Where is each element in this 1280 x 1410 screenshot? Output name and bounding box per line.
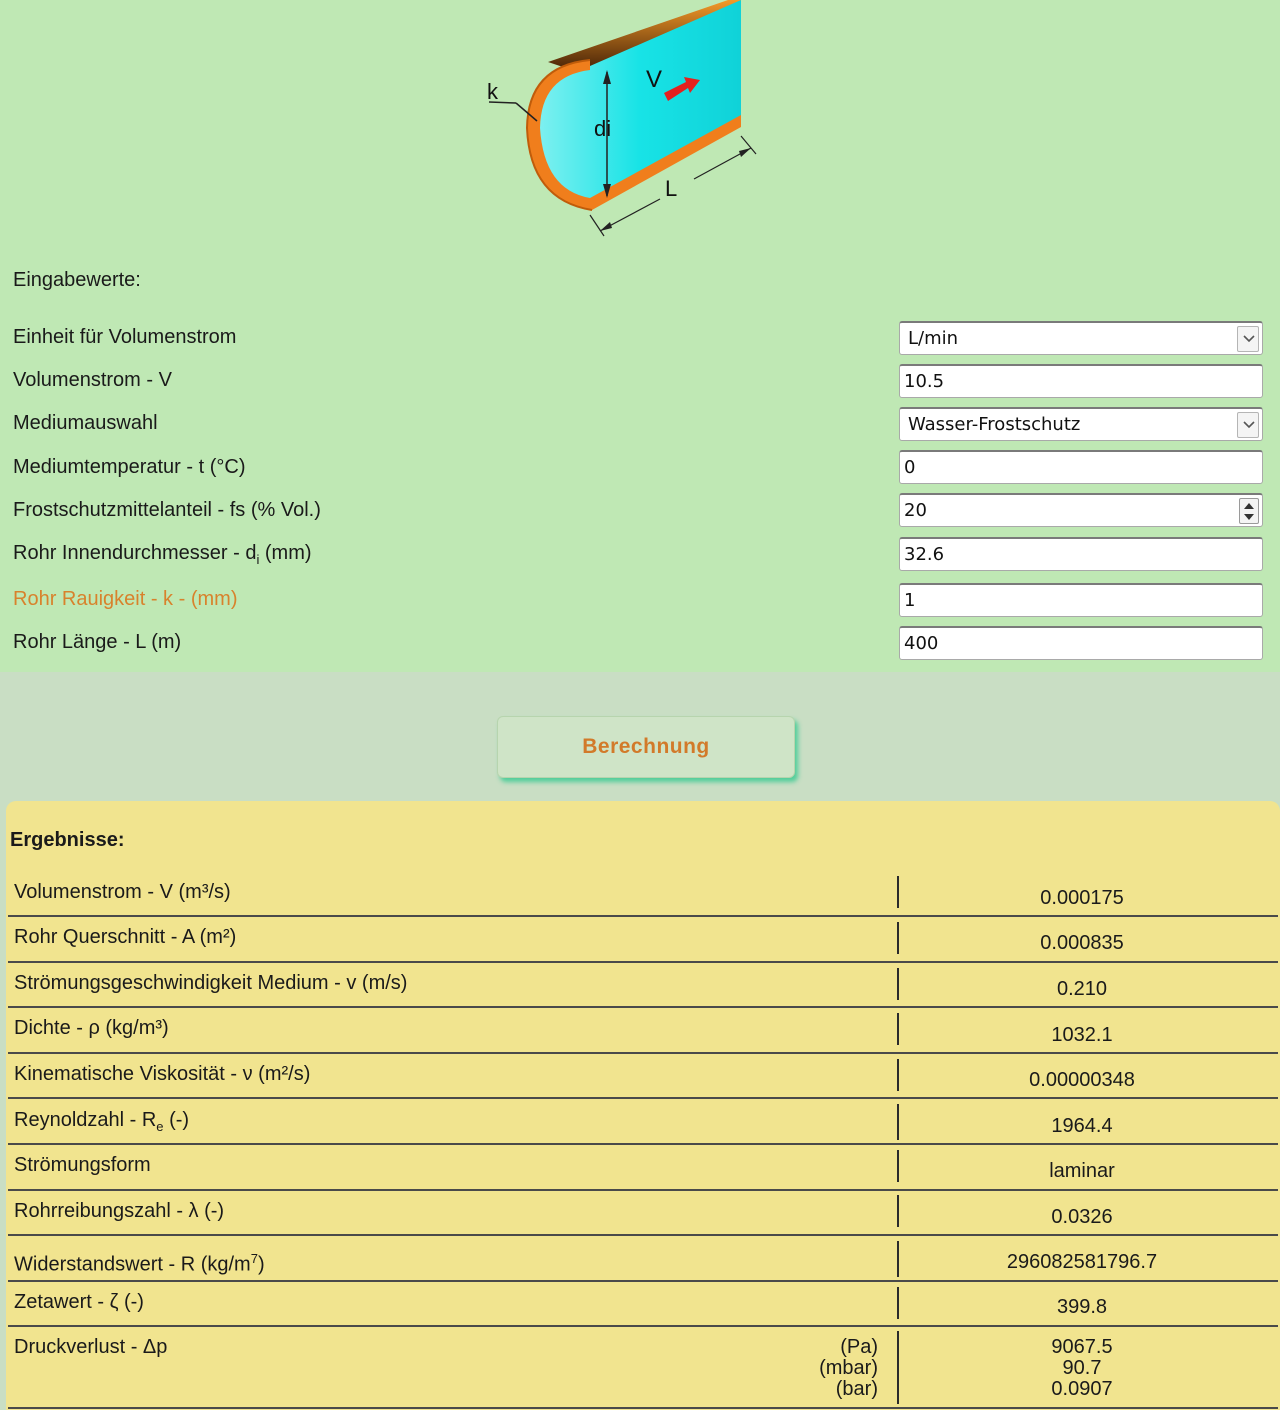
result-label-zeta: Zetawert - ζ (-)	[14, 1291, 144, 1313]
length-label: Rohr Länge - L (m)	[13, 631, 182, 653]
unit-pa: (Pa)	[840, 1336, 878, 1358]
roughness-label: Rohr Rauigkeit - k - (mm)	[13, 588, 238, 610]
antifreeze-input[interactable]	[899, 493, 1263, 527]
value-bar: 0.0907	[1051, 1378, 1113, 1400]
chevron-down-icon[interactable]	[1237, 412, 1259, 438]
spinner-arrows-icon[interactable]	[1239, 498, 1259, 524]
value-mbar: 90.7	[1062, 1357, 1102, 1379]
result-label-density: Dichte - ρ (kg/m³)	[14, 1017, 169, 1039]
flow-unit-label: Einheit für Volumenstrom	[13, 326, 237, 348]
input-heading: Eingabewerte:	[13, 269, 141, 291]
diameter-input[interactable]: 32.6	[899, 537, 1263, 571]
results-heading: Ergebnisse:	[10, 829, 125, 851]
flow-unit-select[interactable]	[899, 321, 1263, 355]
row-divider	[8, 1097, 1278, 1099]
medium-label: Mediumauswahl	[13, 412, 158, 434]
row-divider	[8, 1052, 1278, 1054]
antifreeze-label: Frostschutzmittelanteil - fs (% Vol.)	[13, 499, 321, 521]
result-value-velocity: 0.210	[1056, 978, 1108, 1000]
length-symbol-label: L	[665, 176, 678, 201]
result-label-viscosity: Kinematische Viskosität - ν (m²/s)	[14, 1063, 311, 1085]
result-value-flow-rate: 0.000175	[1040, 887, 1124, 909]
row-divider	[8, 1006, 1278, 1008]
row-divider	[8, 1407, 1278, 1409]
roughness-input[interactable]: 1	[899, 583, 1263, 617]
pipe-diagram	[478, 0, 768, 245]
medium-value: Wasser-Frostschutz	[908, 414, 1081, 435]
result-label-resistance: Widerstandswert - R $(kg/m^7)$	[14, 1251, 265, 1276]
result-label-pressure-loss: Druckverlust - Δp	[14, 1336, 168, 1358]
row-divider	[8, 1325, 1278, 1327]
value-pa: 9067.5	[1051, 1336, 1113, 1358]
row-divider	[8, 1143, 1278, 1145]
result-value-density: 1032.1	[1051, 1024, 1113, 1046]
result-value-viscosity: 0.00000348	[1029, 1069, 1135, 1091]
pressure-loss-values	[898, 1337, 1266, 1400]
result-label-velocity: Strömungsgeschwindigkeit Medium - v (m/s)	[14, 972, 408, 994]
result-label-flow-rate: Volumenstrom - V (m³/s)	[14, 881, 231, 903]
result-label-friction-factor: Rohrreibungszahl - λ (-)	[14, 1200, 225, 1222]
medium-select[interactable]	[899, 407, 1263, 441]
roughness-symbol-label: k	[487, 79, 498, 104]
length-input[interactable]: 400	[899, 626, 1263, 660]
row-divider	[8, 961, 1278, 963]
row-divider	[8, 1234, 1278, 1236]
flow-rate-input[interactable]: 10.5	[899, 364, 1263, 398]
temperature-input[interactable]: 0	[899, 450, 1263, 484]
row-divider	[8, 1280, 1278, 1282]
result-value-reynolds: 1964.4	[1051, 1115, 1113, 1137]
result-value-flow-form: laminar	[1049, 1160, 1115, 1182]
result-value-cross-section: 0.000835	[1040, 932, 1124, 954]
temperature-label: Mediumtemperatur - t (°C)	[13, 456, 246, 478]
result-label-flow-form: Strömungsform	[14, 1154, 151, 1176]
unit-bar: (bar)	[835, 1378, 878, 1400]
flow-unit-value: L/min	[908, 328, 959, 349]
diameter-label: Rohr Innendurchmesser - $d_i$ (mm)	[13, 542, 312, 567]
row-divider	[8, 1189, 1278, 1191]
flow-symbol-label: V	[646, 66, 663, 93]
diameter-symbol-label: di	[594, 116, 612, 141]
calculate-button[interactable]: Berechnung	[497, 716, 795, 778]
result-value-friction-factor: 0.0326	[1051, 1206, 1113, 1228]
chevron-down-icon[interactable]	[1237, 326, 1259, 352]
pressure-loss-units	[760, 1337, 878, 1400]
result-label-cross-section: Rohr Querschnitt - A (m²)	[14, 926, 237, 948]
antifreeze-value: 20	[904, 500, 927, 521]
result-value-resistance: 296082581796.7	[1006, 1251, 1158, 1273]
row-divider	[8, 915, 1278, 917]
unit-mbar: (mbar)	[819, 1357, 878, 1379]
result-label-reynolds: Reynoldzahl - $R_e$ (-)	[14, 1109, 190, 1134]
result-value-zeta: 399.8	[1056, 1296, 1108, 1318]
flow-rate-label: Volumenstrom - V	[13, 369, 172, 391]
